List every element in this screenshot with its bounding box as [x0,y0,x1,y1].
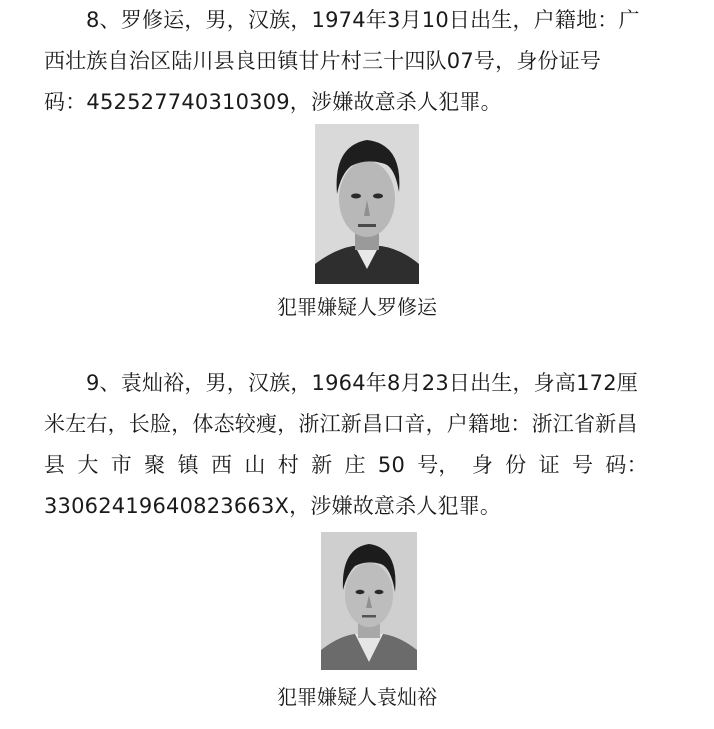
person9-line1: 9、袁灿裕，男，汉族，1964年8月23日出生，身高172厘 [86,371,638,395]
person9-line3-segment: 县 [44,453,66,477]
person8-line1: 8、罗修运，男，汉族，1974年3月10日出生，户籍地：广 [86,8,640,32]
person9-line3-segment: 证 [538,453,560,477]
person8-photo [315,124,419,284]
person9-line2: 米左右，长脸，体态较瘦，浙江新昌口音，户籍地：浙江省新昌 [44,412,638,436]
person9-line4: 33062419640823663X，涉嫌故意杀人犯罪。 [44,494,502,518]
portrait-image [321,532,417,670]
person9-line3-segment: 50 [377,453,406,477]
person9-line3 [44,445,648,486]
person9-line3-segment: 号， [417,453,460,477]
person9-caption: 犯罪嫌疑人袁灿裕 [277,685,437,709]
person9-line3-segment: 市 [110,453,132,477]
portrait-image [315,124,419,284]
person9-line3-segment: 码： [605,453,648,477]
person9-line3-segment: 山 [244,453,266,477]
person8-line2: 西壮族自治区陆川县良田镇甘片村三十四队07号，身份证号 [44,49,602,73]
person9-line3-segment: 大 [77,453,99,477]
person9-line3-segment: 新 [311,453,333,477]
person9-line3-segment: 聚 [144,453,166,477]
person8-caption: 犯罪嫌疑人罗修运 [277,295,437,319]
person9-line3-segment: 西 [210,453,233,477]
person9-line3-segment: 身 [471,453,494,477]
person9-line3-segment: 份 [505,453,527,477]
person8-description [44,0,648,123]
person9-line3-segment: 号 [571,453,594,477]
person9-line3-segment: 镇 [177,453,199,477]
person9-description [44,363,648,527]
person9-photo [321,532,417,670]
person9-line3-segment: 庄 [344,453,366,477]
person8-line3: 码：452527740310309，涉嫌故意杀人犯罪。 [44,90,502,114]
person9-line3-segment: 村 [277,453,299,477]
